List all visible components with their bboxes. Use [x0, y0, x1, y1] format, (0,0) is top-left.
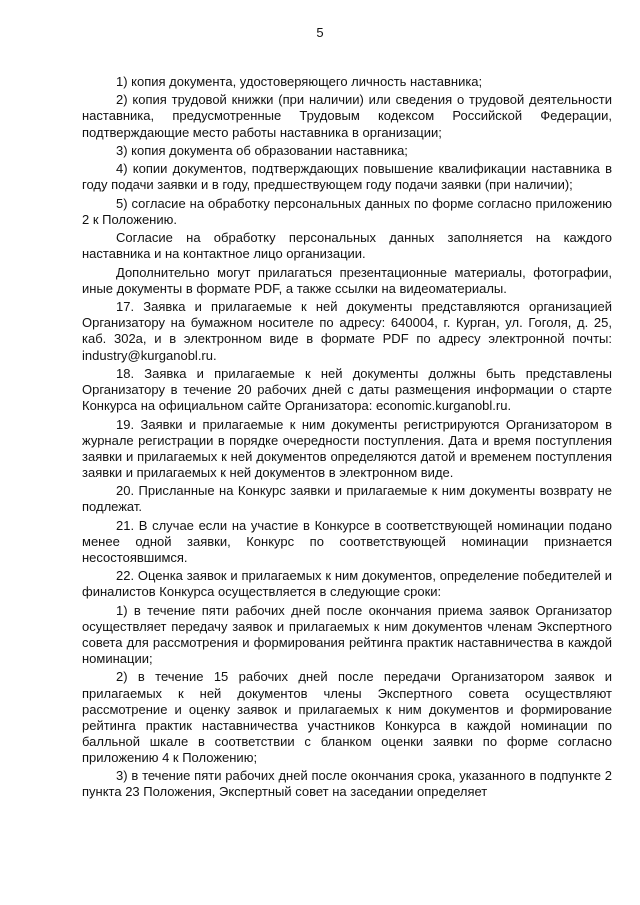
paragraph-clause-22: 22. Оценка заявок и прилагаемых к ним документов, определение победителей и финалистов Конкурса осуществляется в следующие сроки:: [82, 568, 612, 600]
paragraph-item-2: 2) копия трудовой книжки (при наличии) или сведения о трудовой деятельности наставника, предусмотренные Трудовым кодексом Российской Федерации, подтверждающие место работы наставника в организации;: [82, 92, 612, 140]
paragraph-item-1: 1) копия документа, удостоверяющего личность наставника;: [116, 74, 483, 89]
paragraph-clause-19: 19. Заявки и прилагаемые к ним документы регистрируются Организатором в журнале регистрации в порядке очередности поступления. Дата и время поступления заявки и прилагаемых к ней документов определяются датой и временем поступления заявки и прилагаемых к ней документов в электронном виде.: [82, 416, 612, 480]
paragraph-clause-20: 20. Присланные на Конкурс заявки и прилагаемые к ним документы возврату не подлежат.: [82, 483, 612, 515]
paragraph-clause-22-item-2: 2) в течение 15 рабочих дней после передачи Организатором заявок и прилагаемых к ней документов члены Экспертного совета осуществляют рассмотрение и оценку заявок и прилагаемых к ним документов и формирование рейтинга практик наставничества участников Конкурса в каждой номинации по балльной шкале в соответствии с бланком оценки заявки по форме согласно приложению 4 к Положению;: [82, 669, 612, 765]
document-body: [82, 74, 612, 803]
paragraph-clause-22-item-3: 3) в течение пяти рабочих дней после окончания срока, указанного в подпункте 2 пункта 23 Положения, Экспертный совет на заседании определяет: [82, 768, 612, 800]
page-number: 5: [316, 25, 324, 40]
paragraph-clause-17: 17. Заявка и прилагаемые к ней документы представляются организацией Организатору на бумажном носителе по адресу: 640004, г. Курган, ул. Гоголя, д. 25, каб. 302а, и в электронном виде в формате PDF по адресу электронной почты: industry@kurganobl.ru.: [82, 299, 612, 363]
paragraph-additional-materials: Дополнительно могут прилагаться презентационные материалы, фотографии, иные документы в формате PDF, а также ссылки на видеоматериалы.: [82, 264, 612, 296]
paragraph-item-4: 4) копии документов, подтверждающих повышение квалификации наставника в году подачи заявки и в году, предшествующем году подачи заявки (при наличии);: [82, 161, 612, 193]
paragraph-item-5: 5) согласие на обработку персональных данных по форме согласно приложению 2 к Положению.: [82, 195, 612, 227]
paragraph-clause-21: 21. В случае если на участие в Конкурсе в соответствующей номинации подано менее одной заявки, Конкурс по соответствующей номинации признается несостоявшимся.: [82, 517, 612, 565]
paragraph-clause-18: 18. Заявка и прилагаемые к ней документы должны быть представлены Организатору в течение 20 рабочих дней с даты размещения информации о старте Конкурса на официальном сайте Организатора: economic.kurganobl.ru.: [82, 365, 612, 414]
paragraph-clause-22-item-1: 1) в течение пяти рабочих дней после окончания приема заявок Организатор осуществляет передачу заявок и прилагаемых к ним документов членам Экспертного совета для рассмотрения и формирования рейтинга практик наставничества в каждой номинации;: [82, 602, 612, 667]
paragraph-consent-note: Согласие на обработку персональных данных заполняется на каждого наставника и на контактное лицо организации.: [82, 230, 612, 262]
paragraph-item-3: 3) копия документа об образовании наставника;: [116, 142, 408, 158]
